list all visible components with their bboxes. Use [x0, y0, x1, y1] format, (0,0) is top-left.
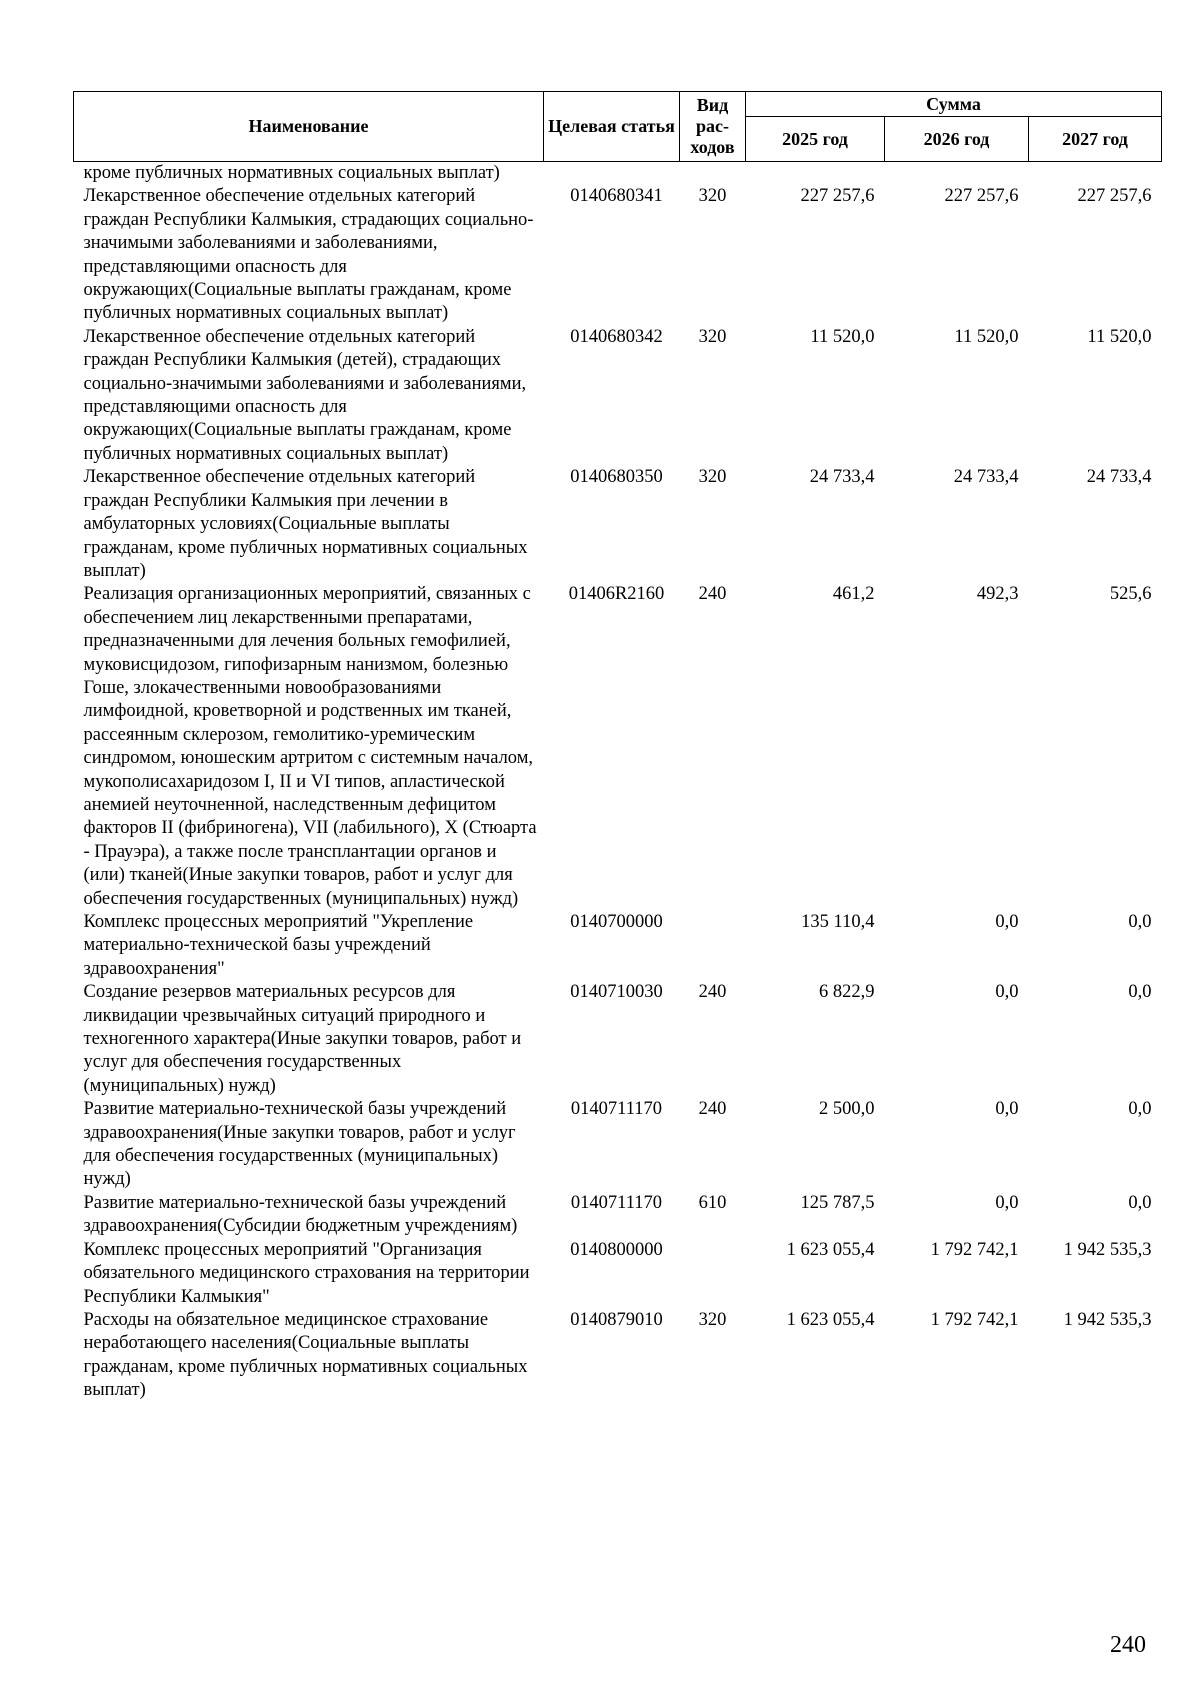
row-value-2026: 1 792 742,1	[930, 1239, 1019, 1260]
row-name: кроме публичных нормативных социальных выплат)	[83, 163, 500, 183]
row-value-2026: 227 257,6	[944, 186, 1019, 207]
row-vid: 320	[698, 1309, 727, 1330]
row-value-2026: 0,0	[995, 1192, 1019, 1213]
row-value-2025: 227 257,6	[800, 186, 875, 207]
budget-table	[73, 91, 1162, 1403]
table-row	[74, 1192, 1162, 1239]
row-value-2026: 24 733,4	[953, 467, 1019, 488]
row-value-2027: 0,0	[1128, 1192, 1152, 1213]
header-sum: Сумма	[746, 92, 1162, 117]
row-code: 0140700000	[570, 912, 663, 932]
row-value-2026	[885, 162, 1029, 186]
row-name: Комплекс процессных мероприятий "Укрепление материально-технической базы учреждений здравоохранения"	[83, 912, 474, 979]
row-vid: 240	[698, 1099, 727, 1120]
row-value-2026: 11 520,0	[954, 326, 1019, 347]
table-row	[74, 1098, 1162, 1192]
row-code: 0140710030	[570, 982, 663, 1003]
row-value-2026: 0,0	[995, 982, 1019, 1003]
table-row	[74, 185, 1162, 325]
header-2027: 2027 год	[1029, 117, 1162, 162]
row-value-2027: 24 733,4	[1086, 467, 1152, 488]
row-value-2025: 461,2	[832, 584, 875, 605]
table-row	[74, 326, 1162, 466]
row-name: Комплекс процессных мероприятий "Организация обязательного медицинского страхования на территории Республики Калмыкия"	[83, 1239, 530, 1307]
row-code: 0140711170	[570, 1192, 663, 1213]
row-name: Лекарственное обеспечение отдельных категорий граждан Республики Калмыкия (детей), страдающих социально-значимыми заболеваниями и заболеваниями, представляющими опасность для окружающих(Социальные выплаты гражданам, кроме публичных нормативных социальных выплат)	[83, 326, 527, 464]
header-name: Наименование	[74, 92, 544, 162]
row-value-2025: 125 787,5	[800, 1192, 875, 1213]
row-value-2025	[746, 162, 885, 186]
row-value-2027: 1 942 535,3	[1063, 1309, 1152, 1330]
row-value-2025: 2 500,0	[819, 1099, 875, 1120]
row-vid	[680, 162, 746, 186]
row-code: 0140711170	[570, 1099, 663, 1120]
row-value-2025: 11 520,0	[810, 326, 875, 347]
row-name: Развитие материально-технической базы учреждений здравоохранения(Иные закупки товаров, работ и услуг для обеспечения государственных (муниципальных) нужд)	[83, 1099, 516, 1190]
row-value-2026: 492,3	[976, 584, 1019, 605]
table-header	[74, 92, 1162, 162]
table-row	[74, 583, 1162, 911]
row-vid: 610	[698, 1192, 727, 1213]
budget-table-page	[73, 91, 1161, 1403]
row-vid: 240	[698, 982, 727, 1003]
row-code: 0140680341	[570, 186, 663, 207]
row-value-2027: 0,0	[1128, 982, 1152, 1003]
header-vid: Вид рас-ходов	[680, 92, 746, 162]
row-value-2026: 0,0	[995, 912, 1019, 932]
row-code: 0140680350	[570, 467, 663, 488]
row-vid: 320	[698, 467, 727, 488]
row-vid: 320	[698, 186, 727, 207]
row-value-2027: 11 520,0	[1087, 326, 1152, 347]
row-code: 0140680342	[570, 326, 663, 347]
row-name: Создание резервов материальных ресурсов для ликвидации чрезвычайных ситуаций природного и техногенного характера(Иные закупки товаров, работ и услуг для обеспечения государственных (муниципальных) нужд)	[83, 982, 522, 1096]
page-number: 240	[1110, 1632, 1146, 1658]
row-code: 0140800000	[570, 1239, 663, 1260]
row-vid	[680, 911, 746, 981]
row-vid: 240	[698, 584, 727, 605]
row-value-2027: 227 257,6	[1077, 186, 1152, 207]
header-code: Целевая статья	[544, 92, 680, 162]
row-code: 01406R2160	[568, 584, 665, 605]
row-value-2027: 0,0	[1128, 1099, 1152, 1120]
row-value-2025: 24 733,4	[809, 467, 875, 488]
table-row	[74, 162, 1162, 186]
row-value-2025: 135 110,4	[801, 912, 875, 932]
table-row	[74, 466, 1162, 583]
row-code: 0140879010	[570, 1309, 663, 1330]
row-value-2025: 1 623 055,4	[786, 1309, 875, 1330]
table-row	[74, 1239, 1162, 1309]
row-name: Расходы на обязательное медицинское страхование неработающего населения(Социальные выплаты гражданам, кроме публичных нормативных социальных выплат)	[83, 1309, 528, 1401]
row-vid: 320	[698, 326, 727, 347]
table-row	[74, 911, 1162, 981]
row-code	[544, 162, 680, 186]
row-name: Реализация организационных мероприятий, связанных с обеспечением лиц лекарственными препаратами, предназначенными для лечения больных гемофилией, муковисцидозом, гипофизарным нанизмом, болезнью Гоше, злокачественными новообразованиями лимфоидной, кроветворной и родственных им тканей, рассеянным склерозом, гемолитико-уремическим синдромом, юношеским артритом с системным началом, мукополисахаридозом I, II и VI типов, апластической анемией неуточненной, наследственным дефицитом факторов II (фибриногена), VII (лабильного), X (Стюарта - Прауэра), а также после трансплантации органов и (или) тканей(Иные закупки товаров, работ и услуг для обеспечения государственных (муниципальных) нужд)	[83, 584, 537, 909]
row-name: Лекарственное обеспечение отдельных категорий граждан Республики Калмыкия при лечении в амбулаторных условиях(Социальные выплаты гражданам, кроме публичных нормативных социальных выплат)	[83, 467, 528, 581]
row-vid	[680, 1239, 746, 1309]
row-value-2026: 0,0	[995, 1099, 1019, 1120]
row-value-2026: 1 792 742,1	[930, 1309, 1019, 1330]
row-value-2027: 0,0	[1128, 912, 1152, 932]
table-body	[74, 162, 1162, 1403]
table-row	[74, 981, 1162, 1098]
header-2026: 2026 год	[885, 117, 1029, 162]
row-value-2025: 1 623 055,4	[786, 1239, 875, 1260]
table-row	[74, 1309, 1162, 1403]
row-value-2027: 1 942 535,3	[1063, 1239, 1152, 1260]
row-value-2027	[1029, 162, 1162, 186]
row-value-2027: 525,6	[1109, 584, 1152, 605]
row-value-2025: 6 822,9	[819, 982, 875, 1003]
row-name: Развитие материально-технической базы учреждений здравоохранения(Субсидии бюджетным учреждениям)	[83, 1192, 518, 1237]
header-2025: 2025 год	[746, 117, 885, 162]
row-name: Лекарственное обеспечение отдельных категорий граждан Республики Калмыкия, страдающих социально-значимыми заболеваниями и заболеваниями, представляющими опасность для окружающих(Социальные выплаты гражданам, кроме публичных нормативных социальных выплат)	[83, 186, 534, 324]
